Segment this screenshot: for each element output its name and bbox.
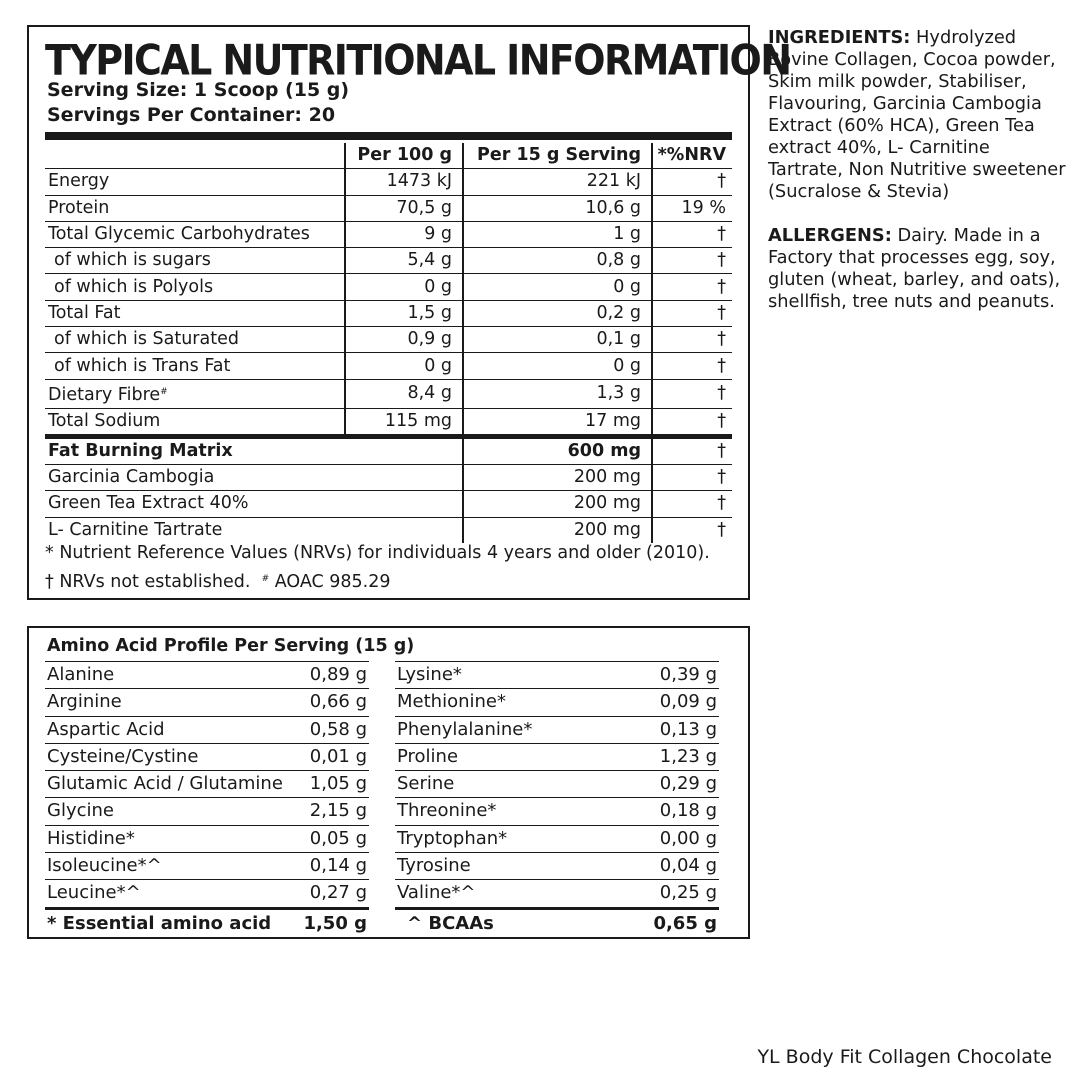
matrix-name: Garcinia Cambogia [45,464,463,490]
amino-row [395,688,719,715]
amino-name: Phenylalanine* [397,718,533,740]
nutrient-name: of which is Polyols [45,274,345,300]
per-serving-value: 0,8 g [463,248,652,274]
footnote-marker: # [261,574,270,584]
nrv-value: † [652,248,732,274]
nutrient-name: Total Fat [45,300,345,326]
amino-right-column [395,661,719,938]
amino-row [395,852,719,879]
amino-row [395,716,719,743]
side-info [768,27,1068,335]
nutrient-name: of which is Trans Fat [45,353,345,379]
header-per-serving: Per 15 g Serving [463,143,652,169]
per-100g-value: 70,5 g [345,195,463,221]
amino-left-column [45,661,369,938]
nutrient-name: Protein [45,195,345,221]
per-100g-value: 0 g [345,274,463,300]
amino-row [45,743,369,770]
allergens-text: Dairy. Made in a Factory that processes egg, soy, gluten (wheat, barley, and oats), shellfish, tree nuts and peanuts. [768,225,1061,312]
amino-value: 0,58 g [309,718,367,740]
amino-row [395,661,719,688]
amino-value: 1,23 g [659,745,717,767]
per-serving-value: 0,1 g [463,327,652,353]
per-serving-value: 0,2 g [463,300,652,326]
header-nrv: *%NRV [652,143,732,169]
nutrition-table [45,143,732,543]
nrv-value: † [652,169,732,195]
matrix-value: 200 mg [463,491,652,517]
amino-value: 0,39 g [659,664,717,685]
per-100g-value: 1,5 g [345,300,463,326]
amino-row [45,852,369,879]
ingredients-label: INGREDIENTS: [768,27,911,48]
amino-value: 0,18 g [659,800,717,822]
matrix-value: 200 mg [463,464,652,490]
amino-name: Glycine [47,800,114,822]
amino-value: 1,05 g [309,773,367,795]
essential-amino-total-row [45,907,369,938]
amino-value: 0,27 g [309,882,367,904]
nrv-value: † [652,327,732,353]
per-100g-value: 0,9 g [345,327,463,353]
matrix-value: 600 mg [463,436,652,464]
amino-row [395,879,719,906]
amino-value: 0,04 g [659,855,717,877]
amino-name: Glutamic Acid / Glutamine [47,773,283,795]
amino-name: Serine [397,773,455,795]
serving-size: Serving Size: 1 Scoop (15 g) [47,79,350,101]
per-100g-value: 8,4 g [345,379,463,408]
nutrition-row [45,248,732,274]
total-value: 0,65 g [653,912,717,934]
product-name: YL Body Fit Collagen Chocolate [757,1046,1052,1068]
nrv-value: † [652,408,732,436]
per-serving-value: 0 g [463,274,652,300]
header-nutrient [45,143,345,169]
bcaa-total-row [395,907,719,938]
nutrition-row [45,221,732,247]
per-serving-value: 17 mg [463,408,652,436]
amino-value: 0,14 g [309,855,367,877]
amino-name: Valine*^ [397,882,476,904]
total-value: 1,50 g [303,912,367,934]
nutrient-name: Total Glycemic Carbohydrates [45,221,345,247]
nutrient-name-cell [45,379,345,408]
matrix-header-row [45,436,732,464]
amino-title: Amino Acid Profile Per Serving (15 g) [47,636,415,656]
allergens-label: ALLERGENS: [768,225,892,246]
ingredients-block [768,27,1068,203]
total-label: ^ BCAAs [407,912,494,934]
amino-row [395,743,719,770]
total-label: * Essential amino acid [47,912,272,934]
nutrient-name: of which is Saturated [45,327,345,353]
per-100g-value: 1473 kJ [345,169,463,195]
nrv-value: † [652,379,732,408]
nutrient-name: of which is sugars [45,248,345,274]
per-100g-value: 5,4 g [345,248,463,274]
matrix-row [45,491,732,517]
nutrition-row [45,195,732,221]
amino-name: Methionine* [397,691,506,713]
matrix-name: Fat Burning Matrix [45,436,463,464]
per-serving-value: 0 g [463,353,652,379]
footnote-marker: # [160,386,168,397]
amino-name: Histidine* [47,827,135,849]
amino-name: Tryptophan* [397,827,508,849]
amino-value: 0,89 g [309,664,367,685]
amino-value: 0,00 g [659,827,717,849]
per-100g-value: 115 mg [345,408,463,436]
nrv-footnote: * Nutrient Reference Values (NRVs) for individuals 4 years and older (2010). [45,543,710,563]
nrv-value: † [652,464,732,490]
amino-name: Aspartic Acid [47,718,165,740]
ingredients-text: Hydrolyzed Bovine Collagen, Cocoa powder, Skim milk powder, Stabiliser, Flavouring, Garcinia Cambogia Extract (60% HCA), Green Tea extract 40%, L- Carnitine Tartrate, Non Nutritive sweetener (Sucralose & Stevia) [768,27,1066,202]
nrv-not-established-footnote [45,568,391,593]
matrix-value: 200 mg [463,517,652,543]
header-rule [45,132,732,140]
per-serving-value: 1,3 g [463,379,652,408]
amino-name: Isoleucine*^ [47,855,162,877]
amino-name: Leucine*^ [47,882,141,904]
aoac-method: AOAC 985.29 [274,572,391,592]
nutrition-row [45,327,732,353]
amino-value: 0,09 g [659,691,717,713]
nutrition-row [45,379,732,408]
nutrition-row [45,300,732,326]
nutrition-row [45,169,732,195]
amino-value: 0,01 g [309,745,367,767]
nutrition-row [45,274,732,300]
nrv-value: † [652,300,732,326]
amino-name: Lysine* [397,664,462,685]
amino-value: 0,25 g [659,882,717,904]
amino-row [395,770,719,797]
nutrition-row [45,408,732,436]
amino-value: 0,66 g [309,691,367,713]
footnote-text: † NRVs not established. [45,572,251,592]
matrix-name: Green Tea Extract 40% [45,491,463,517]
nutrition-panel [27,25,791,600]
nrv-value: † [652,491,732,517]
amino-name: Alanine [47,664,115,685]
nutrient-name: Dietary Fibre [48,384,161,405]
per-100g-value: 0 g [345,353,463,379]
amino-row [45,716,369,743]
nrv-value: † [652,274,732,300]
per-serving-value: 1 g [463,221,652,247]
amino-name: Arginine [47,691,122,713]
nutrition-title: TYPICAL NUTRITIONAL INFORMATION [45,36,791,85]
amino-name: Threonine* [397,800,497,822]
servings-per-container: Servings Per Container: 20 [47,104,336,126]
amino-value: 0,05 g [309,827,367,849]
amino-row [45,661,369,688]
amino-row [45,688,369,715]
amino-row [45,879,369,906]
amino-name: Cysteine/Cystine [47,745,199,767]
nrv-value: † [652,436,732,464]
nutrient-name: Energy [45,169,345,195]
amino-value: 0,29 g [659,773,717,795]
amino-row [45,797,369,824]
nutrition-header-row [45,143,732,169]
nrv-value: † [652,221,732,247]
amino-value: 2,15 g [309,800,367,822]
matrix-name: L- Carnitine Tartrate [48,519,223,540]
allergens-block [768,225,1068,313]
per-serving-value: 10,6 g [463,195,652,221]
nrv-value: 19 % [652,195,732,221]
amino-row [395,797,719,824]
amino-value: 0,13 g [659,718,717,740]
nrv-value: † [652,517,732,543]
amino-acid-panel [27,626,750,939]
amino-row [45,825,369,852]
header-per-100g: Per 100 g [345,143,463,169]
nrv-value: † [652,353,732,379]
amino-row [45,770,369,797]
nutrient-name: Total Sodium [45,408,345,436]
per-serving-value: 221 kJ [463,169,652,195]
matrix-row [45,464,732,490]
amino-row [395,825,719,852]
per-100g-value: 9 g [345,221,463,247]
matrix-row [45,517,732,543]
amino-name: Tyrosine [397,855,471,877]
amino-name: Proline [397,745,459,767]
nutrition-row [45,353,732,379]
